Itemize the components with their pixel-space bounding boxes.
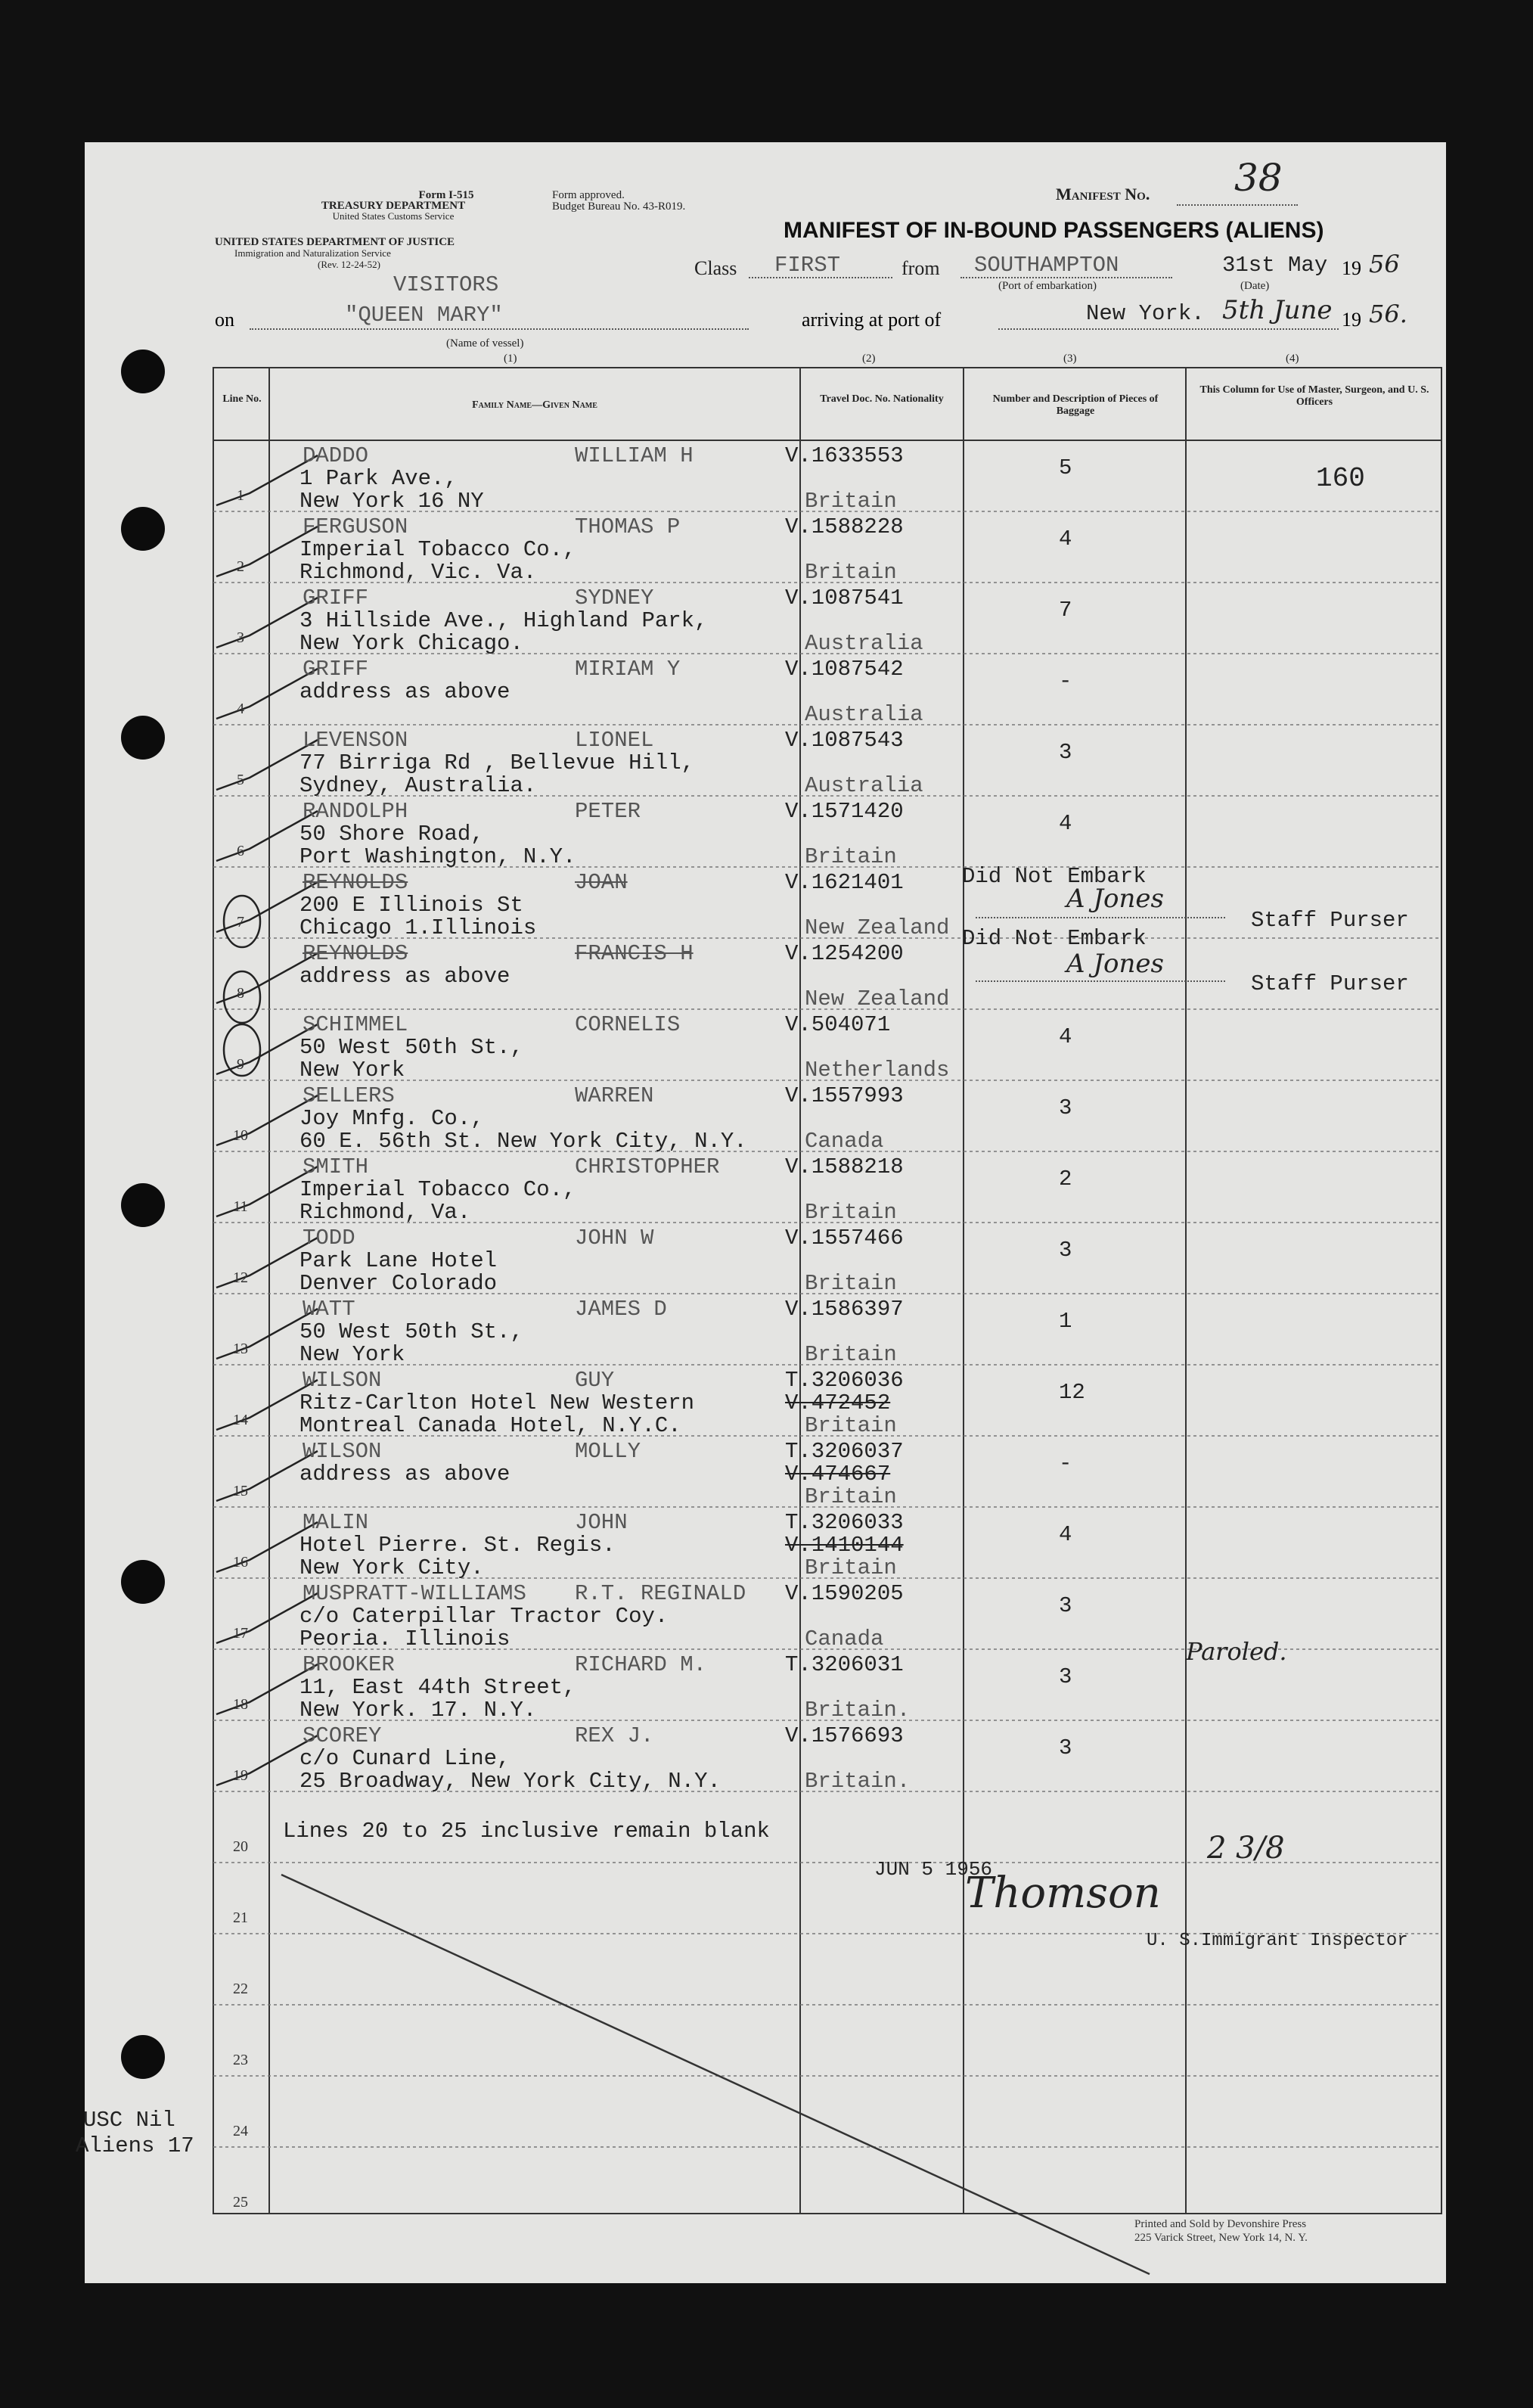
- travel-doc-old: V.472452: [785, 1390, 891, 1415]
- from-value: SOUTHAMPTON: [974, 253, 1119, 278]
- address-line-2: New York 16 NY: [299, 489, 484, 514]
- address-line-1: 1 Park Ave.,: [299, 466, 458, 491]
- header-line-no: Line No.: [222, 393, 262, 405]
- header-travel-doc: Travel Doc. No. Nationality: [820, 393, 944, 405]
- line-number: 23: [233, 2052, 248, 2068]
- family-name: RANDOLPH: [303, 799, 408, 824]
- family-name: DADDO: [303, 443, 369, 468]
- dept-justice: UNITED STATES DEPARTMENT OF JUSTICE: [215, 236, 455, 248]
- address-line-1: c/o Caterpillar Tractor Coy.: [299, 1604, 669, 1629]
- address-line-2: Peoria. Illinois: [299, 1627, 510, 1651]
- budget-bureau: Budget Bureau No. 43-R019.: [552, 200, 686, 213]
- address-line-1: address as above: [299, 964, 510, 989]
- travel-doc-number: V.1588228: [785, 514, 904, 539]
- baggage-count: 12: [1059, 1380, 1085, 1405]
- col-num-1: (1): [504, 353, 517, 365]
- nationality: Britain: [805, 1484, 897, 1509]
- line-number: 2: [237, 558, 244, 575]
- header-officers: This Column for Use of Master, Surgeon, and U. S. Officers: [1199, 384, 1429, 408]
- family-name: LEVENSON: [303, 728, 408, 753]
- date-caption: (Date): [1240, 280, 1270, 292]
- line-number: 3: [237, 629, 244, 646]
- arrival-port: New York.: [1086, 301, 1205, 326]
- line-number: 9: [237, 1056, 244, 1073]
- travel-doc-number: T.3206037: [785, 1439, 904, 1464]
- nationality: Britain: [805, 1342, 897, 1367]
- line-number: 15: [233, 1483, 248, 1499]
- travel-doc-number: V.1621401: [785, 870, 904, 895]
- staff-purser-7: Staff Purser: [1251, 908, 1409, 933]
- travel-doc-number: T.3206031: [785, 1652, 904, 1677]
- family-name: BROOKER: [303, 1652, 395, 1677]
- baggage-count: 4: [1059, 1522, 1072, 1547]
- line-number: 20: [233, 1838, 248, 1855]
- address-line-1: 50 Shore Road,: [299, 822, 484, 847]
- travel-doc-number: V.504071: [785, 1012, 891, 1037]
- line-number: 18: [233, 1696, 248, 1713]
- aliens-count: Aliens 17: [76, 2133, 194, 2158]
- given-name: RICHARD M.: [575, 1652, 707, 1677]
- baggage-count: 3: [1059, 740, 1072, 765]
- vessel-caption: (Name of vessel): [446, 337, 524, 350]
- header-family-name: Family Name—Given Name: [472, 399, 597, 411]
- nationality: Britain: [805, 1413, 897, 1438]
- did-not-embark-7: Did Not Embark: [962, 864, 1147, 889]
- address-line-2: Port Washington, N.Y.: [299, 844, 576, 869]
- travel-doc-number: V.1633553: [785, 443, 904, 468]
- line-number: 4: [237, 701, 244, 717]
- paroled-note: Paroled.: [1186, 1637, 1287, 1666]
- given-name: CHRISTOPHER: [575, 1154, 720, 1179]
- family-name: GRIFF: [303, 586, 369, 611]
- did-not-embark-8: Did Not Embark: [962, 926, 1147, 951]
- travel-doc-number: V.1087543: [785, 728, 904, 753]
- date-year: 56: [1369, 250, 1400, 278]
- address-line-2: Richmond, Va.: [299, 1200, 471, 1225]
- line-number: 14: [233, 1412, 248, 1428]
- nationality: Australia: [805, 702, 923, 727]
- address-line-2: New York: [299, 1342, 405, 1367]
- family-name: REYNOLDS: [303, 941, 408, 966]
- on-label: on: [215, 309, 234, 331]
- baggage-count: 4: [1059, 811, 1072, 836]
- baggage-count: 3: [1059, 1664, 1072, 1689]
- family-name: SELLERS: [303, 1083, 395, 1108]
- col-num-4: (4): [1286, 353, 1299, 365]
- printer-line-2: 225 Varick Street, New York 14, N. Y.: [1134, 2232, 1308, 2244]
- address-line-1: 50 West 50th St.,: [299, 1319, 523, 1344]
- family-name: REYNOLDS: [303, 870, 408, 895]
- nationality: Britain: [805, 560, 897, 585]
- blank-lines-note: Lines 20 to 25 inclusive remain blank: [283, 1819, 770, 1844]
- baggage-count: 3: [1059, 1735, 1072, 1760]
- purser-signature-7: A Jones: [1066, 884, 1164, 914]
- travel-doc-number: T.3206033: [785, 1510, 904, 1535]
- address-line-2: Chicago 1.Illinois: [299, 915, 537, 940]
- staff-purser-8: Staff Purser: [1251, 971, 1409, 996]
- from-label: from: [901, 257, 940, 279]
- baggage-count: 1: [1059, 1309, 1072, 1334]
- inspector-signature: Thomson: [965, 1869, 1161, 1918]
- header-baggage: Number and Description of Pieces of Baggage: [992, 393, 1159, 417]
- line-number: 21: [233, 1909, 248, 1926]
- line-number: 5: [237, 772, 244, 788]
- given-name: JAMES D: [575, 1297, 667, 1322]
- baggage-count: -: [1059, 1451, 1072, 1476]
- manifest-label: Manifest No.: [1056, 185, 1150, 204]
- line-number: 10: [233, 1127, 248, 1144]
- address-line-1: Hotel Pierre. St. Regis.: [299, 1533, 616, 1558]
- baggage-count: 3: [1059, 1593, 1072, 1618]
- given-name: R.T. REGINALD: [575, 1581, 746, 1606]
- baggage-count: 3: [1059, 1238, 1072, 1263]
- address-line-2: New York Chicago.: [299, 631, 523, 656]
- arrival-date: 5th June: [1222, 295, 1333, 325]
- family-name: WATT: [303, 1297, 355, 1322]
- nationality: Britain.: [805, 1698, 911, 1723]
- nationality: New Zealand: [805, 915, 950, 940]
- travel-doc-number: T.3206036: [785, 1368, 904, 1393]
- manifest-number: 38: [1234, 156, 1283, 200]
- purser-line-8: [976, 980, 1225, 982]
- given-name: JOAN: [575, 870, 628, 895]
- nationality: Britain: [805, 844, 897, 869]
- given-name: FRANCIS H: [575, 941, 694, 966]
- printer-line-1: Printed and Sold by Devonshire Press: [1134, 2218, 1307, 2230]
- given-name: REX J.: [575, 1723, 654, 1748]
- baggage-count: 2: [1059, 1167, 1072, 1192]
- baggage-count: 4: [1059, 1024, 1072, 1049]
- family-name: SMITH: [303, 1154, 369, 1179]
- line-number: 19: [233, 1767, 248, 1784]
- date-year-prefix: 19: [1342, 257, 1361, 279]
- visitors-label: VISITORS: [393, 272, 499, 297]
- line-number: 17: [233, 1625, 248, 1642]
- address-line-2: New York City.: [299, 1555, 484, 1580]
- line-number: 12: [233, 1269, 248, 1286]
- travel-doc-number: V.1590205: [785, 1581, 904, 1606]
- address-line-2: Montreal Canada Hotel, N.Y.C.: [299, 1413, 681, 1438]
- port-caption: (Port of embarkation): [998, 280, 1097, 292]
- inspector-title: U. S.Immigrant Inspector: [1147, 1931, 1408, 1951]
- travel-doc-number: V.1087542: [785, 657, 904, 682]
- usc-count: USC Nil: [83, 2108, 175, 2133]
- address-line-1: 77 Birriga Rd , Bellevue Hill,: [299, 750, 695, 775]
- address-line-2: Sydney, Australia.: [299, 773, 537, 798]
- given-name: SYDNEY: [575, 586, 654, 611]
- given-name: WARREN: [575, 1083, 654, 1108]
- vessel-name: "QUEEN MARY": [345, 303, 503, 328]
- arrival-year-prefix: 19: [1342, 309, 1361, 331]
- travel-doc-number: V.1576693: [785, 1723, 904, 1748]
- nationality: Britain: [805, 1271, 897, 1296]
- address-line-2: New York. 17. N.Y.: [299, 1698, 537, 1723]
- col-num-3: (3): [1063, 353, 1077, 365]
- form-id: Form I-515: [418, 189, 474, 201]
- family-name: WILSON: [303, 1439, 382, 1464]
- given-name: THOMAS P: [575, 514, 681, 539]
- given-name: MOLLY: [575, 1439, 641, 1464]
- line-number: 24: [233, 2123, 248, 2139]
- address-line-2: 60 E. 56th St. New York City, N.Y.: [299, 1129, 747, 1154]
- col-num-2: (2): [862, 353, 876, 365]
- fraction-note: 2 3/8: [1207, 1831, 1285, 1866]
- address-line-2: Richmond, Vic. Va.: [299, 560, 537, 585]
- arriving-label: arriving at port of: [802, 309, 942, 331]
- travel-doc-number: V.1586397: [785, 1297, 904, 1322]
- nationality: Britain.: [805, 1769, 911, 1794]
- given-name: MIRIAM Y: [575, 657, 681, 682]
- travel-doc-number: V.1557466: [785, 1226, 904, 1251]
- nationality: New Zealand: [805, 987, 950, 1011]
- given-name: GUY: [575, 1368, 615, 1393]
- baggage-count: -: [1059, 669, 1072, 694]
- given-name: PETER: [575, 799, 641, 824]
- baggage-count: 4: [1059, 527, 1072, 552]
- line-number: 22: [233, 1981, 248, 1997]
- address-line-1: Joy Mnfg. Co.,: [299, 1106, 484, 1131]
- address-line-2: New York: [299, 1058, 405, 1083]
- address-line-1: 11, East 44th Street,: [299, 1675, 576, 1700]
- purser-line-7: [976, 917, 1225, 918]
- family-name: MALIN: [303, 1510, 369, 1535]
- travel-doc-number: V.1254200: [785, 941, 904, 966]
- address-line-1: 3 Hillside Ave., Highland Park,: [299, 608, 708, 633]
- address-line-1: Imperial Tobacco Co.,: [299, 537, 576, 562]
- family-name: MUSPRATT-WILLIAMS: [303, 1581, 526, 1606]
- nationality: Canada: [805, 1129, 884, 1154]
- nationality: Britain: [805, 1200, 897, 1225]
- travel-doc-number: V.1087541: [785, 586, 904, 611]
- address-line-1: 50 West 50th St.,: [299, 1035, 523, 1060]
- ins-service: Immigration and Naturalization Service: [234, 247, 391, 259]
- family-name: SCOREY: [303, 1723, 382, 1748]
- address-line-2: 25 Broadway, New York City, N.Y.: [299, 1769, 721, 1794]
- address-line-1: 200 E Illinois St: [299, 893, 523, 918]
- family-name: GRIFF: [303, 657, 369, 682]
- nationality: Canada: [805, 1627, 884, 1651]
- address-line-1: Imperial Tobacco Co.,: [299, 1177, 576, 1202]
- address-line-1: address as above: [299, 1462, 510, 1487]
- line-number: 11: [233, 1198, 248, 1215]
- line-number: 8: [237, 985, 244, 1002]
- given-name: WILLIAM H: [575, 443, 694, 468]
- line-number: 13: [233, 1341, 248, 1357]
- line-number: 16: [233, 1554, 248, 1571]
- baggage-count: 7: [1059, 598, 1072, 623]
- family-name: SCHIMMEL: [303, 1012, 408, 1037]
- address-line-1: c/o Cunard Line,: [299, 1746, 510, 1771]
- form-approved: Form approved.: [552, 189, 625, 201]
- family-name: TODD: [303, 1226, 355, 1251]
- manifest-title: MANIFEST OF IN-BOUND PASSENGERS (ALIENS): [784, 218, 1324, 243]
- line-number: 6: [237, 843, 244, 859]
- arrival-year: 56.: [1369, 300, 1407, 328]
- nationality: Britain: [805, 489, 897, 514]
- dept-treasury: TREASURY DEPARTMENT: [321, 200, 466, 212]
- travel-doc-number: V.1571420: [785, 799, 904, 824]
- given-name: JOHN W: [575, 1226, 654, 1251]
- travel-doc-number: V.1557993: [785, 1083, 904, 1108]
- purser-signature-8: A Jones: [1066, 949, 1164, 979]
- line-number: 1: [237, 487, 244, 504]
- address-line-1: Ritz-Carlton Hotel New Western: [299, 1390, 695, 1415]
- inspector-stamp-date: JUN 5 1956: [874, 1858, 993, 1881]
- address-line-1: Park Lane Hotel: [299, 1248, 498, 1273]
- class-value: FIRST: [774, 253, 841, 278]
- nationality: Australia: [805, 631, 923, 656]
- form-revision: (Rev. 12-24-52): [318, 259, 380, 270]
- address-line-1: address as above: [299, 679, 510, 704]
- officer-number: 160: [1316, 463, 1365, 494]
- nationality: Australia: [805, 773, 923, 798]
- given-name: JOHN: [575, 1510, 628, 1535]
- line-number: 7: [237, 914, 244, 931]
- family-name: FERGUSON: [303, 514, 408, 539]
- baggage-count: 3: [1059, 1095, 1072, 1120]
- line-number: 25: [233, 2194, 248, 2211]
- dept-customs: United States Customs Service: [332, 210, 455, 222]
- manifest-date: 31st May: [1222, 253, 1328, 278]
- given-name: CORNELIS: [575, 1012, 681, 1037]
- baggage-count: 5: [1059, 455, 1072, 480]
- travel-doc-old: V.474667: [785, 1462, 891, 1487]
- given-name: LIONEL: [575, 728, 654, 753]
- nationality: Netherlands: [805, 1058, 950, 1083]
- address-line-2: Denver Colorado: [299, 1271, 498, 1296]
- class-label: Class: [694, 257, 737, 279]
- nationality: Britain: [805, 1555, 897, 1580]
- travel-doc-number: V.1588218: [785, 1154, 904, 1179]
- family-name: WILSON: [303, 1368, 382, 1393]
- travel-doc-old: V.1410144: [785, 1533, 904, 1558]
